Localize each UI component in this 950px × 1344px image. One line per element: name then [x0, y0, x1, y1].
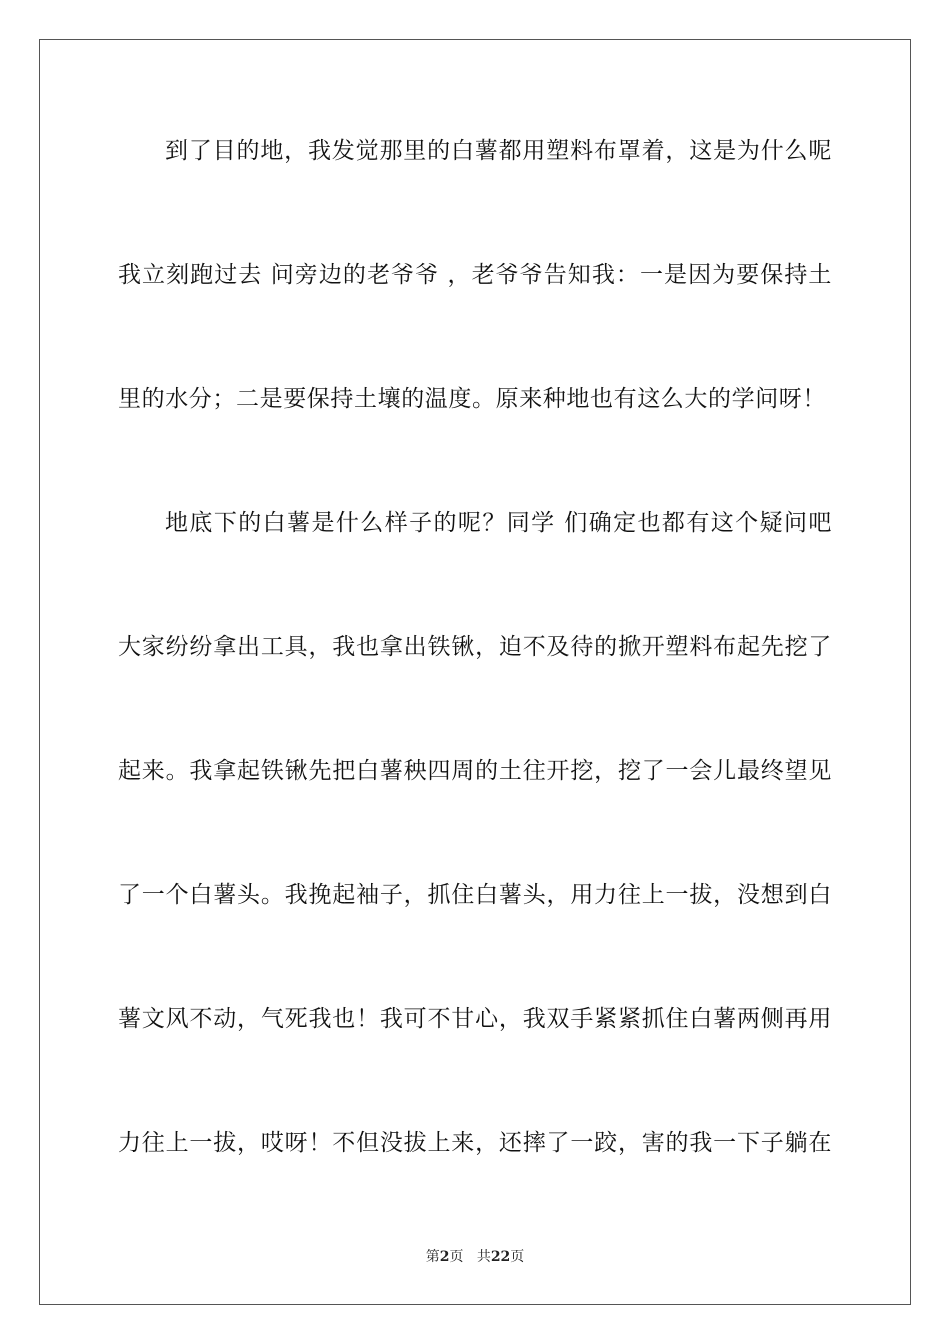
page-footer [0, 1248, 950, 1266]
paragraph-2-line-5: 薯文风不动，气死我也！我可不甘心，我双手紧紧抓住白薯两侧再用 [118, 1006, 832, 1032]
total-suffix: 页 [510, 1249, 525, 1265]
paragraph-1-line-1: 到了目的地，我发觉那里的白薯都用塑料布罩着，这是为什么呢 [165, 138, 832, 164]
page-prefix: 第 [425, 1249, 440, 1265]
page-suffix: 页 [449, 1249, 464, 1265]
paragraph-2-line-1: 地底下的白薯是什么样子的呢？同学 们确定也都有这个疑问吧 [165, 510, 832, 536]
paragraph-2-line-4: 了一个白薯头。我挽起袖子，抓住白薯头，用力往上一拔，没想到白 [118, 882, 832, 908]
paragraph-1-line-2: 我立刻跑过去 问旁边的老爷爷 ，老爷爷告知我：一是因为要保持土 [118, 262, 832, 288]
page-number: 2 [439, 1249, 450, 1265]
paragraph-2-line-3: 起来。我拿起铁锹先把白薯秧四周的土往开挖，挖了一会儿最终望见 [118, 758, 832, 784]
paragraph-2-line-6: 力往上一拔，哎呀！不但没拔上来，还摔了一跤，害的我一下子躺在 [118, 1130, 832, 1156]
paragraph-1-line-3: 里的水分；二是要保持土壤的温度。原来种地也有这么大的学问呀！ [118, 386, 826, 412]
total-pages: 22 [490, 1249, 511, 1265]
paragraph-2-line-2: 大家纷纷拿出工具，我也拿出铁锹，迫不及待的掀开塑料布起先挖了 [118, 634, 832, 660]
total-prefix: 共 [476, 1249, 491, 1265]
page-border [39, 39, 911, 1305]
